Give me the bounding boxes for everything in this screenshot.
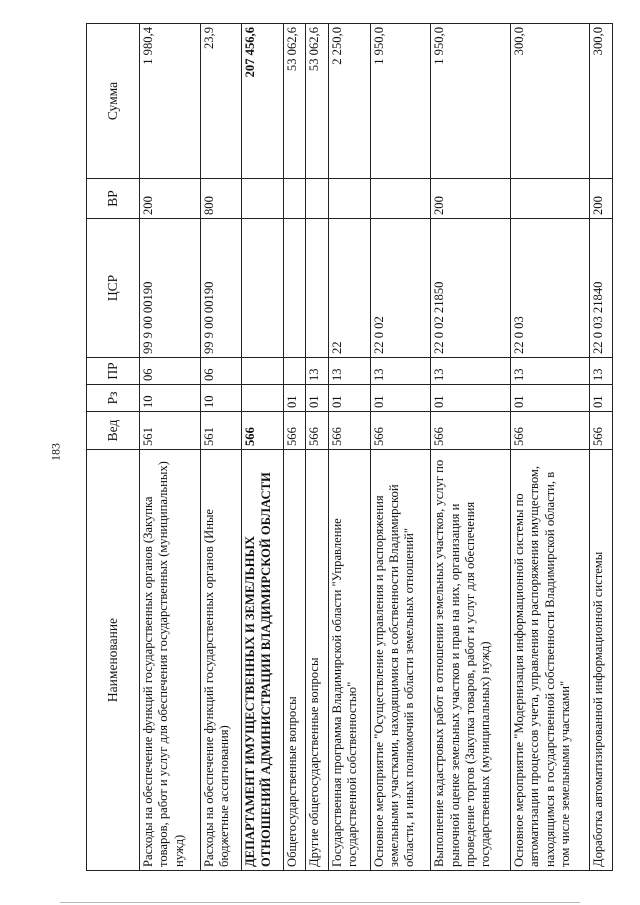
cell-ved: 561	[200, 412, 242, 450]
cell-sum: 1 980,4	[140, 24, 201, 179]
cell-sum: 1 950,0	[370, 24, 431, 179]
cell-ved: 566	[431, 412, 511, 450]
table-header-row	[87, 24, 140, 871]
cell-vr: 200	[590, 179, 613, 219]
table-row	[510, 24, 590, 871]
cell-sum: 53 062,6	[283, 24, 306, 179]
cell-pr: 06	[200, 358, 242, 385]
cell-csr: 22	[329, 219, 371, 358]
cell-ved: 566	[329, 412, 371, 450]
cell-rz: 01	[431, 385, 511, 412]
cell-pr: 13	[306, 358, 329, 385]
cell-rz: 01	[590, 385, 613, 412]
cell-vr: 200	[140, 179, 201, 219]
cell-ved: 566	[283, 412, 306, 450]
cell-sum: 300,0	[510, 24, 590, 179]
cell-csr: 22 0 03 21840	[590, 219, 613, 358]
cell-vr	[242, 179, 284, 219]
cell-csr	[242, 219, 284, 358]
cell-vr: 200	[431, 179, 511, 219]
cell-sum: 1 950,0	[431, 24, 511, 179]
cell-ved: 566	[590, 412, 613, 450]
table-row	[329, 24, 371, 871]
cell-ved: 566	[242, 412, 284, 450]
table-row	[200, 24, 242, 871]
cell-name: Расходы на обеспечение функций государственных органов (Закупка товаров, работ и услуг для обеспечения государственных (муниципальных) нужд)	[140, 450, 201, 871]
cell-csr: 99 9 00 00190	[200, 219, 242, 358]
cell-rz	[242, 385, 284, 412]
cell-pr: 13	[590, 358, 613, 385]
cell-csr	[283, 219, 306, 358]
cell-ved: 566	[370, 412, 431, 450]
cell-name: Выполнение кадастровых работ в отношении земельных участков, услуг по рыночной оценке земельных участков и прав на них, организация и проведение торгов (Закупка товаров, работ и услуг для обеспечения государственных (муниципальных) нужд)	[431, 450, 511, 871]
cell-vr	[329, 179, 371, 219]
cell-pr	[242, 358, 284, 385]
cell-name: Расходы на обеспечение функций государственных органов (Иные бюджетные ассигнования)	[200, 450, 242, 871]
page-number: 183	[48, 443, 63, 461]
cell-rz: 01	[510, 385, 590, 412]
cell-name: Другие общегосударственные вопросы	[306, 450, 329, 871]
cell-name: Государственная программа Владимирской области "Управление государственной собственностью"	[329, 450, 371, 871]
header-name: Наименование	[87, 450, 140, 871]
table-body	[140, 24, 613, 871]
cell-pr	[283, 358, 306, 385]
cell-rz: 01	[329, 385, 371, 412]
cell-sum: 2 250,0	[329, 24, 371, 179]
header-rz: Рз	[87, 385, 140, 412]
table-row	[590, 24, 613, 871]
cell-vr	[370, 179, 431, 219]
cell-sum: 53 062,6	[306, 24, 329, 179]
header-ved: Вед	[87, 412, 140, 450]
scan-edge-line	[60, 902, 580, 903]
cell-vr	[510, 179, 590, 219]
cell-sum: 23,9	[200, 24, 242, 179]
cell-name: Общегосударственные вопросы	[283, 450, 306, 871]
cell-sum: 300,0	[590, 24, 613, 179]
table-row	[283, 24, 306, 871]
header-sum: Сумма	[87, 24, 140, 179]
cell-csr	[306, 219, 329, 358]
cell-name: Доработка автоматизированной информационной системы	[590, 450, 613, 871]
header-vr: ВР	[87, 179, 140, 219]
cell-ved: 566	[306, 412, 329, 450]
cell-name: Основное мероприятие "Осуществление управления и распоряжения земельными участками, находящимися в собственности Владимирской области, и иных полномочий в области земельных отношений"	[370, 450, 431, 871]
cell-pr: 13	[510, 358, 590, 385]
cell-pr: 06	[140, 358, 201, 385]
cell-rz: 10	[200, 385, 242, 412]
cell-name: ДЕПАРТАМЕНТ ИМУЩЕСТВЕННЫХ И ЗЕМЕЛЬНЫХ ОТНОШЕНИЙ АДМИНИСТРАЦИИ ВЛАДИМИРСКОЙ ОБЛАСТИ	[242, 450, 284, 871]
table-row	[140, 24, 201, 871]
cell-ved: 561	[140, 412, 201, 450]
cell-sum: 207 456,6	[242, 24, 284, 179]
cell-name: Основное мероприятие "Модернизация информационной системы по автоматизации процессов учета, управления и распоряжения имуществом, находящимся в государственной собственности Владимирской области, в том числе земельными участками"	[510, 450, 590, 871]
cell-csr: 22 0 02 21850	[431, 219, 511, 358]
cell-pr: 13	[431, 358, 511, 385]
cell-vr	[283, 179, 306, 219]
table-row	[431, 24, 511, 871]
cell-csr: 22 0 03	[510, 219, 590, 358]
cell-vr: 800	[200, 179, 242, 219]
cell-rz: 01	[370, 385, 431, 412]
table-row	[306, 24, 329, 871]
header-pr: ПР	[87, 358, 140, 385]
table-row	[242, 24, 284, 871]
cell-ved: 566	[510, 412, 590, 450]
budget-table-container	[86, 24, 613, 871]
cell-rz: 10	[140, 385, 201, 412]
cell-pr: 13	[329, 358, 371, 385]
table-row	[370, 24, 431, 871]
budget-table	[86, 23, 613, 871]
cell-csr: 99 9 00 00190	[140, 219, 201, 358]
cell-pr: 13	[370, 358, 431, 385]
header-csr: ЦСР	[87, 219, 140, 358]
cell-vr	[306, 179, 329, 219]
cell-csr: 22 0 02	[370, 219, 431, 358]
cell-rz: 01	[306, 385, 329, 412]
cell-rz: 01	[283, 385, 306, 412]
